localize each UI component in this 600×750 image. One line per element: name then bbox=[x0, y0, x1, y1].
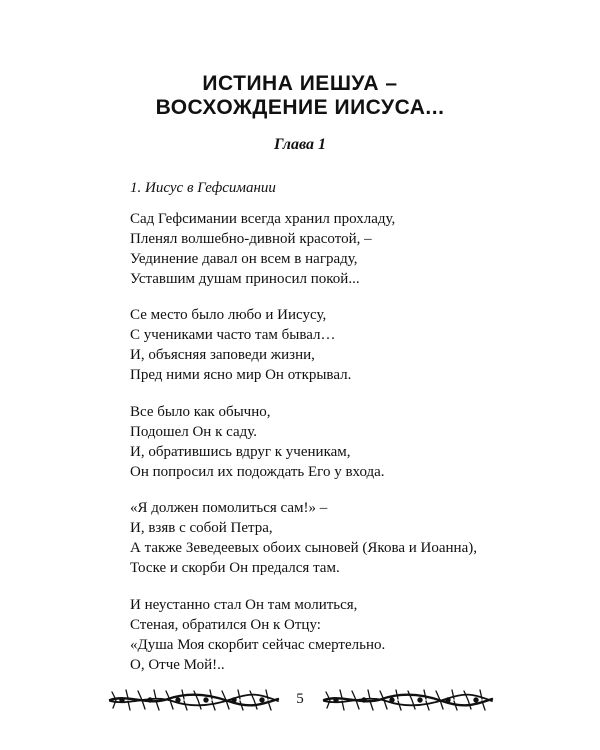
poem-line: Уединение давал он всем в награду, bbox=[130, 251, 358, 267]
poem-line: Тоске и скорби Он предался там. bbox=[130, 560, 340, 576]
poem-stanza bbox=[130, 402, 385, 482]
poem-line: И, обратившись вдруг к ученикам, bbox=[130, 444, 351, 460]
page-number: 5 bbox=[296, 691, 304, 707]
thorn-crown-ornament-icon bbox=[108, 688, 280, 712]
poem-line: Пленял волшебно-дивной красотой, – bbox=[130, 231, 372, 247]
thorn-crown-ornament-icon bbox=[322, 688, 494, 712]
poem-stanza bbox=[130, 209, 395, 289]
poem-line: С учениками часто там бывал… bbox=[130, 327, 336, 343]
chapter-title: Глава 1 bbox=[273, 136, 327, 153]
poem-line: Сад Гефсимании всегда хранил прохладу, bbox=[130, 211, 396, 227]
poem-line: И неустанно стал Он там молиться, bbox=[130, 597, 358, 613]
poem-stanza bbox=[130, 498, 477, 578]
page-title-line-2: ВОСХОЖДЕНИЕ ИИСУСА... bbox=[155, 96, 445, 119]
poem-line: Подошел Он к саду. bbox=[130, 424, 258, 440]
page-title-line-1: ИСТИНА ИЕШУА – bbox=[202, 72, 398, 95]
poem-line: Все было как обычно, bbox=[130, 404, 271, 420]
poem-stanza bbox=[130, 305, 351, 385]
poem-line: И, объясняя заповеди жизни, bbox=[130, 347, 315, 363]
section-title: 1. Иисус в Гефсимании bbox=[130, 180, 276, 196]
poem-line: «Я должен помолиться сам!» – bbox=[130, 500, 328, 516]
poem-line: Се место было любо и Иисусу, bbox=[130, 307, 327, 323]
poem-stanza bbox=[130, 595, 385, 675]
poem-line: Пред ними ясно мир Он открывал. bbox=[130, 367, 352, 383]
poem-line: Уставшим душам приносил покой... bbox=[130, 271, 360, 287]
poem-line: И, взяв с собой Петра, bbox=[130, 520, 273, 536]
poem-line: О, Отче Мой!.. bbox=[130, 657, 225, 673]
poem-line: Стеная, обратился Он к Отцу: bbox=[130, 617, 321, 633]
poem-line: А также Зеведеевых обоих сыновей (Якова и Иоанна), bbox=[130, 540, 477, 556]
poem-line: «Душа Моя скорбит сейчас смертельно. bbox=[130, 637, 386, 653]
poem-line: Он попросил их подождать Его у входа. bbox=[130, 464, 385, 480]
